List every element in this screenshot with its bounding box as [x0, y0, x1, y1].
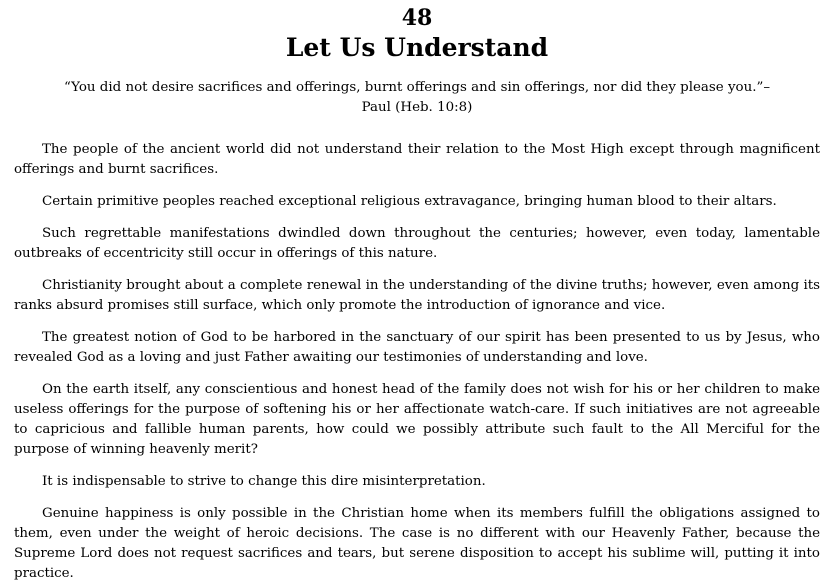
paragraph: Certain primitive peoples reached exceptional religious extravagance, bringing human blood to their altars.	[42, 194, 777, 209]
chapter-number: 48	[401, 5, 433, 31]
paragraph: Genuine happiness is only possible in the Christian home when its members fulfill the obligations assigned to them, even under the weight of heroic decisions. The case is no different with our Heavenly Father, because the Supreme Lord does not request sacrifices and tears, but serene disposition to accept his sublime will, putting it into practice.	[14, 506, 820, 581]
paragraph: Such regrettable manifestations dwindled down throughout the centuries; however, even today, lamentable outbreaks of eccentricity still occur in offerings of this nature.	[14, 226, 820, 261]
paragraph: On the earth itself, any conscientious and honest head of the family does not wish for his or her children to make useless offerings for the purpose of softening his or her affectionate watch-care. If such initiatives are not agreeable to capricious and fallible human parents, how could we possibly attribute such fault to the All Merciful for the purpose of winning heavenly merit?	[14, 382, 820, 457]
chapter-title: Let Us Understand	[285, 33, 549, 62]
paragraph: The people of the ancient world did not understand their relation to the Most High except through magnificent offerings and burnt sacrifices.	[14, 142, 820, 177]
epigraph-quote: “You did not desire sacrifices and offerings, burnt offerings and sin offerings, nor did they please you.”– Paul (Heb. 10:8)	[63, 80, 771, 115]
paragraph: Christianity brought about a complete renewal in the understanding of the divine truths; however, even among its ranks absurd promises still surface, which only promote the introduction of ignorance and vice.	[14, 278, 820, 313]
paragraph: It is indispensable to strive to change this dire misinterpretation.	[42, 474, 486, 489]
body-text	[14, 140, 820, 584]
paragraph: The greatest notion of God to be harbored in the sanctuary of our spirit has been presented to us by Jesus, who revealed God as a loving and just Father awaiting our testimonies of understanding and love.	[14, 330, 820, 365]
